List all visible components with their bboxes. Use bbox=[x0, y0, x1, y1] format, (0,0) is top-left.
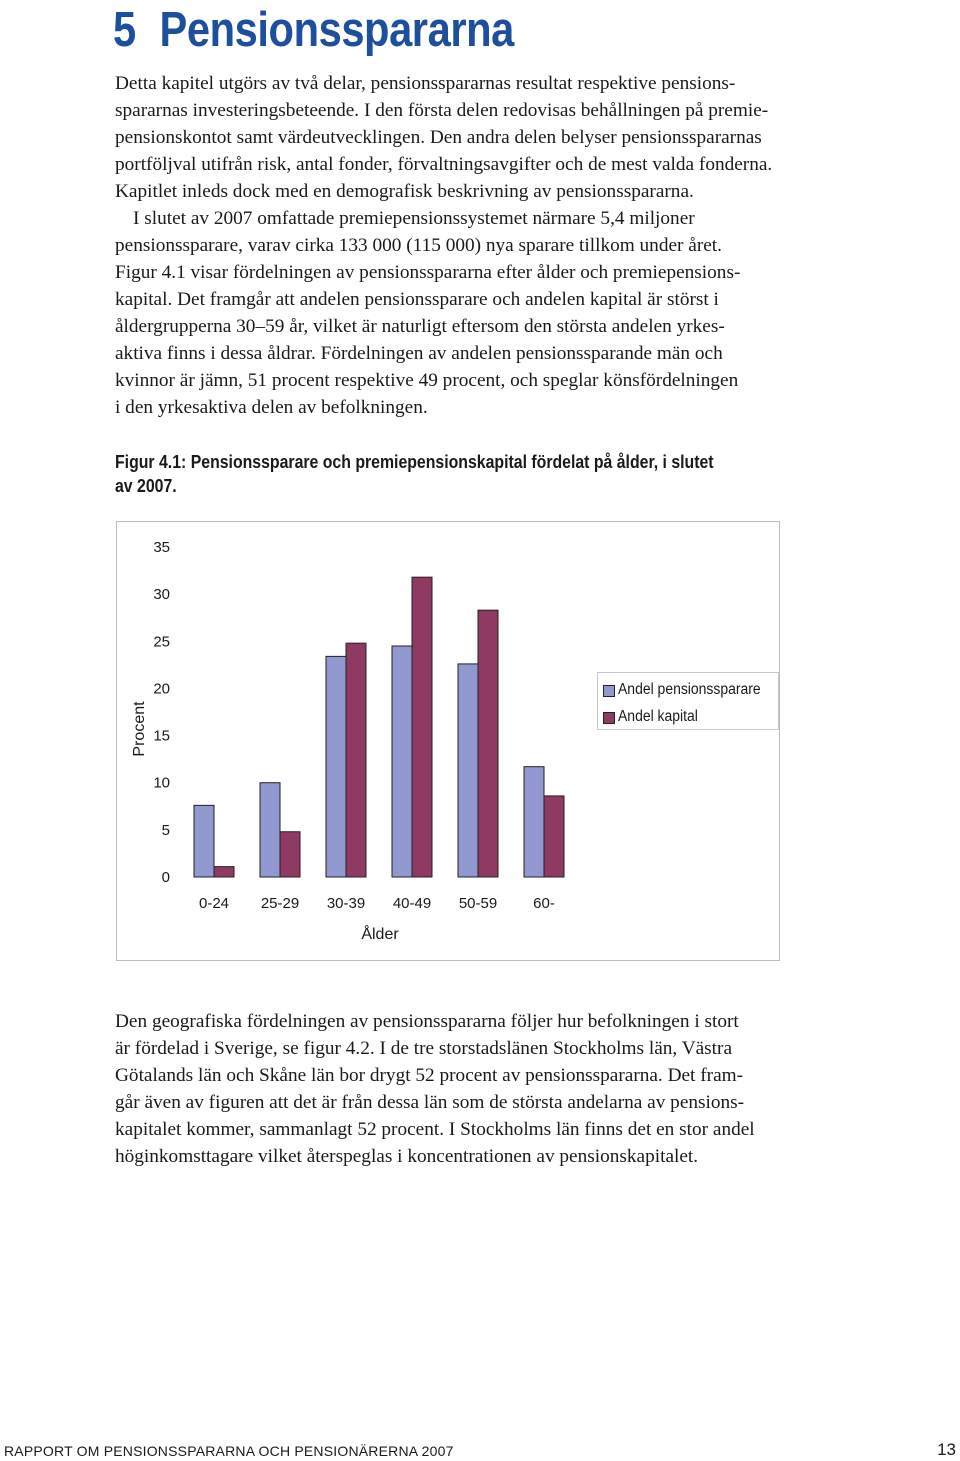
bar-pensionssparare bbox=[194, 805, 214, 877]
y-tick-label: 0 bbox=[161, 869, 170, 886]
footer-report-title: RAPPORT OM PENSIONSSPARARNA OCH PENSIONÄRERNA 2007 bbox=[4, 1443, 454, 1459]
bar-kapital bbox=[412, 577, 432, 877]
legend-swatch-kapital bbox=[603, 712, 615, 724]
x-axis-label: Ålder bbox=[361, 926, 399, 943]
text-line: Figur 4.1 visar fördelningen av pensionsspararna efter ålder och premiepensions- bbox=[115, 262, 741, 283]
bar-kapital bbox=[214, 867, 234, 877]
chart-canvas bbox=[117, 522, 779, 960]
bar-pensionssparare bbox=[326, 656, 346, 877]
y-tick-label: 20 bbox=[153, 680, 170, 698]
bar-pensionssparare bbox=[392, 646, 412, 877]
text-line: i den yrkesaktiva delen av befolkningen. bbox=[115, 397, 428, 418]
bar-chart bbox=[116, 521, 780, 961]
bar-kapital bbox=[346, 643, 366, 877]
text-line: åldergrupperna 30–59 år, vilket är naturligt eftersom den största andelen yrkes- bbox=[115, 316, 725, 337]
bar-pensionssparare bbox=[260, 783, 280, 877]
x-tick-label: 25-29 bbox=[260, 895, 300, 912]
text-line: pensionssparare, varav cirka 133 000 (115 000) nya sparare tillkom under året. bbox=[115, 235, 722, 256]
y-tick-label: 10 bbox=[153, 774, 170, 792]
chapter-title bbox=[113, 2, 514, 58]
bar-kapital bbox=[544, 796, 564, 877]
text-line: är fördelad i Sverige, se figur 4.2. I de tre storstadslänen Stockholms län, Västra bbox=[115, 1038, 733, 1059]
demography-paragraph bbox=[115, 205, 850, 421]
x-tick-label: 40-49 bbox=[392, 895, 432, 912]
intro-paragraph bbox=[115, 70, 850, 205]
bar-pensionssparare bbox=[458, 664, 478, 877]
text-line: kapitalet kommer, sammanlagt 52 procent. I Stockholms län finns det en stor andel bbox=[115, 1119, 755, 1140]
legend-label: Andel kapital bbox=[618, 708, 698, 725]
chapter-title-text: Pensionsspararna bbox=[159, 3, 514, 57]
figure-caption-line: Figur 4.1: Pensionssparare och premiepensionskapital fördelat på ålder, i slutet bbox=[115, 452, 714, 472]
intro-section bbox=[115, 70, 850, 421]
y-tick-label: 15 bbox=[153, 727, 170, 745]
geography-paragraph bbox=[115, 1008, 850, 1170]
text-line: går även av figuren att det är från dessa län som de största andelarna av pensions- bbox=[115, 1092, 745, 1113]
y-tick-label: 30 bbox=[153, 586, 170, 604]
text-line: Detta kapitel utgörs av två delar, pensionsspararnas resultat respektive pensions- bbox=[115, 73, 736, 94]
text-line: Götalands län och Skåne län bor drygt 52 procent av pensionsspararna. Det fram- bbox=[115, 1065, 744, 1086]
text-line: kapital. Det framgår att andelen pensionssparare och andelen kapital är störst i bbox=[115, 289, 719, 310]
y-axis-label: Procent bbox=[131, 701, 148, 757]
x-tick-label: 30-39 bbox=[326, 895, 366, 912]
bar-kapital bbox=[280, 832, 300, 877]
legend-label: Andel pensionssparare bbox=[618, 681, 761, 698]
legend-swatch-pensionssparare bbox=[603, 685, 615, 697]
chapter-number: 5 bbox=[113, 3, 136, 57]
text-line: portföljval utifrån risk, antal fonder, förvaltningsavgifter och de mest valda fonderna. bbox=[115, 154, 773, 175]
figure-caption bbox=[115, 450, 714, 498]
y-tick-label: 35 bbox=[153, 539, 170, 556]
page-footer bbox=[0, 1441, 960, 1461]
text-line: Kapitlet inleds dock med en demografisk beskrivning av pensionsspararna. bbox=[115, 181, 694, 202]
text-line: kvinnor är jämn, 51 procent respektive 49 procent, och speglar könsfördelningen bbox=[115, 370, 739, 391]
text-line: höginkomsttagare vilket återspeglas i koncentrationen av pensionskapitalet. bbox=[115, 1146, 699, 1167]
x-tick-label: 50-59 bbox=[458, 895, 498, 912]
y-tick-label: 25 bbox=[153, 633, 170, 651]
figure-caption-line: av 2007. bbox=[115, 476, 177, 496]
y-tick-label: 5 bbox=[161, 821, 170, 839]
text-line: aktiva finns i dessa åldrar. Fördelningen av andelen pensionssparande män och bbox=[115, 343, 723, 364]
chart-legend bbox=[597, 672, 779, 730]
text-line: pensionskontot samt värdeutvecklingen. Den andra delen belyser pensionsspararnas bbox=[115, 127, 762, 148]
text-line: I slutet av 2007 omfattade premiepensionssystemet närmare 5,4 miljoner bbox=[133, 208, 695, 229]
bar-kapital bbox=[478, 610, 498, 877]
page-number: 13 bbox=[937, 1440, 956, 1459]
x-tick-label: 0-24 bbox=[198, 895, 230, 912]
bar-pensionssparare bbox=[524, 767, 544, 877]
x-tick-label: 60- bbox=[533, 895, 555, 912]
geography-section bbox=[115, 1008, 850, 1170]
text-line: Den geografiska fördelningen av pensionsspararna följer hur befolkningen i stort bbox=[115, 1011, 739, 1032]
text-line: spararnas investeringsbeteende. I den första delen redovisas behållningen på premie- bbox=[115, 100, 769, 121]
